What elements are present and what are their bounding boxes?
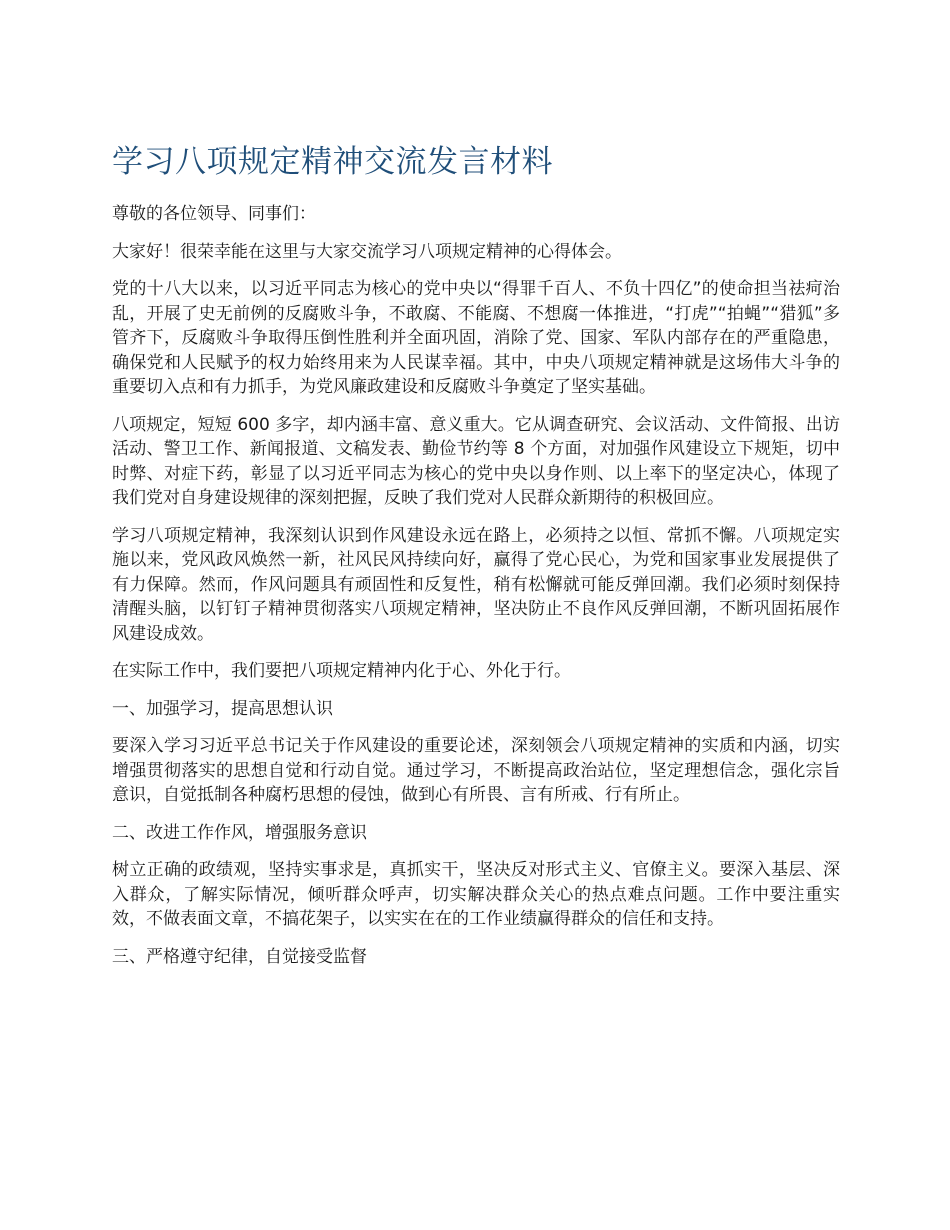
body-paragraph: 八项规定，短短 600 多字，却内涵丰富、意义重大。它从调查研究、会议活动、文件简报、出访活动、警卫工作、新闻报道、文稿发表、勤俭节约等 8 个方面，对加强作风建设立下规矩，切中时弊、对症下药，彰显了以习近平同志为核心的党中央以身作则、以上率下的坚定决心，体现了我们党对自身建设规律的深刻把握，反映了我们党对人民群众新期待的积极回应。 (112, 414, 840, 508)
salutation: 尊敬的各位领导、同事们： (112, 204, 316, 224)
document-title: 学习八项规定精神交流发言材料 (112, 144, 553, 180)
section-heading: 三、严格遵守纪律，自觉接受监督 (112, 946, 367, 967)
greeting-paragraph: 大家好！很荣幸能在这里与大家交流学习八项规定精神的心得体会。 (112, 241, 622, 262)
body-paragraph: 在实际工作中，我们要把八项规定精神内化于心、外化于行。 (112, 661, 571, 681)
body-paragraph: 树立正确的政绩观，坚持实事求是，真抓实干，坚决反对形式主义、官僚主义。要深入基层、深入群众，了解实际情况，倾听群众呼声，切实解决群众关心的热点难点问题。工作中要注重实效，不做表面文章，不搞花架子，以实实在在的工作业绩赢得群众的信任和支持。 (112, 860, 840, 929)
body-paragraph: 要深入学习习近平总书记关于作风建设的重要论述，深刻领会八项规定精神的实质和内涵，切实增强贯彻落实的思想自觉和行动自觉。通过学习，不断提高政治站位，坚定理想信念，强化宗旨意识，自觉抵制各种腐朽思想的侵蚀，做到心有所畏、言有所戒、行有所止。 (112, 736, 840, 805)
section-heading: 一、加强学习，提高思想认识 (112, 698, 333, 719)
document-page (112, 140, 840, 982)
body-paragraph: 党的十八大以来，以习近平同志为核心的党中央以“得罪千百人、不负十四亿”的使命担当祛疴治乱，开展了史无前例的反腐败斗争，不敢腐、不能腐、不想腐一体推进，“打虎”“拍蝇”“猎狐”多管齐下，反腐败斗争取得压倒性胜利并全面巩固，消除了党、国家、军队内部存在的严重隐患，确保党和人民赋予的权力始终用来为人民谋幸福。其中，中央八项规定精神就是这场伟大斗争的重要切入点和有力抓手，为党风廉政建设和反腐败斗争奠定了坚实基础。 (112, 279, 840, 397)
body-paragraph: 学习八项规定精神，我深刻认识到作风建设永远在路上，必须持之以恒、常抓不懈。八项规定实施以来，党风政风焕然一新，社风民风持续向好，赢得了党心民心，为党和国家事业发展提供了有力保障。然而，作风问题具有顽固性和反复性，稍有松懈就可能反弹回潮。我们必须时刻保持清醒头脑，以钉钉子精神贯彻落实八项规定精神，坚决防止不良作风反弹回潮，不断巩固拓展作风建设成效。 (112, 525, 840, 644)
section-heading: 二、改进工作作风，增强服务意识 (112, 822, 367, 843)
